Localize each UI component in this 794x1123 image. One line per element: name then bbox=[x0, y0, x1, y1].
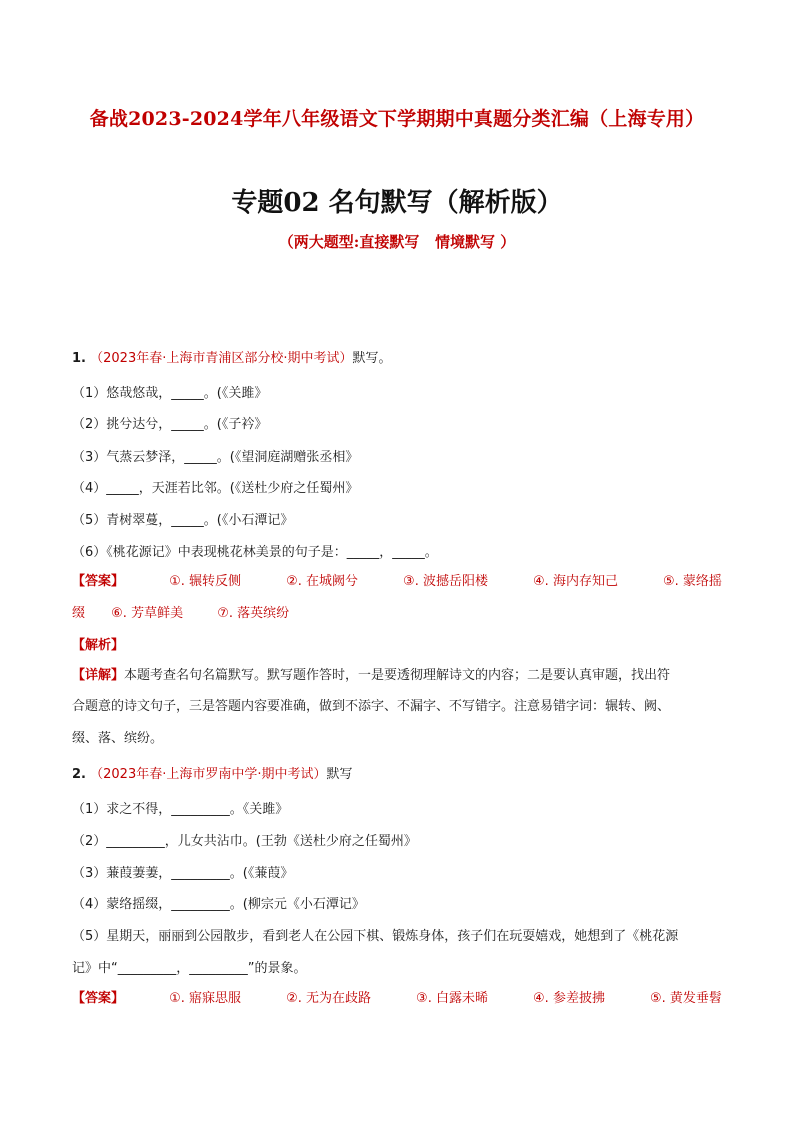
question-1-item-1: （1）悠哉悠哉，_____。(《关雎》 bbox=[72, 386, 268, 401]
detail-tag: 【详解】 bbox=[72, 668, 125, 683]
page-title: 专题02 名句默写（解析版） bbox=[231, 188, 563, 218]
answer-item: ⑥. 芳草鲜美 bbox=[111, 606, 184, 621]
answer-tag: 【答案】 bbox=[72, 574, 125, 589]
question-1-answers bbox=[72, 573, 722, 591]
answer-item: ①. 辗转反侧 bbox=[169, 574, 241, 589]
question-prompt: 默写 bbox=[326, 767, 353, 782]
question-1-item-4: （4）_____，天涯若比邻。(《送杜少府之任蜀州》 bbox=[72, 481, 359, 496]
subtitle: （两大题型:直接默写 情境默写 ） bbox=[278, 233, 516, 251]
question-1-item-5: （5）青树翠蔓，_____。(《小石潭记》 bbox=[72, 513, 294, 528]
answer-item: ④. 参差披拂 bbox=[533, 991, 605, 1006]
question-2-item-4: （4）蒙络摇缀，_________。(柳宗元《小石潭记》 bbox=[72, 897, 365, 912]
question-2-answers bbox=[72, 990, 722, 1008]
answer-item: ④. 海内存知己 bbox=[533, 574, 618, 589]
question-number: 2. bbox=[72, 767, 86, 782]
question-2-item-3: （3）蒹葭萋萋，_________。(《蒹葭》 bbox=[72, 866, 294, 881]
analysis-tag: 【解析】 bbox=[72, 638, 125, 653]
detail-line-3: 缀、落、缤纷。 bbox=[72, 731, 164, 746]
question-2-header bbox=[72, 766, 353, 784]
answer-item: ⑦. 落英缤纷 bbox=[217, 606, 290, 621]
answer-item: 缀 bbox=[72, 606, 86, 621]
series-title: 备战2023-2024学年八年级语文下学期期中真题分类汇编（上海专用） bbox=[89, 108, 705, 130]
question-2-item-5-continued: 记》中“_________，_________”的景象。 bbox=[72, 961, 307, 976]
answer-item: ②. 无为在歧路 bbox=[286, 991, 371, 1006]
answer-item: ⑤. 黄发垂髫 bbox=[650, 991, 722, 1006]
answer-item: ⑤. 蒙络摇 bbox=[663, 574, 722, 589]
question-1-item-3: （3）气蒸云梦泽，_____。(《望洞庭湖赠张丞相》 bbox=[72, 450, 359, 465]
detail-text: 本题考查名句名篇默写。默写题作答时，一是要透彻理解诗文的内容；二是要认真审题，找出符 bbox=[124, 668, 671, 683]
analysis-heading bbox=[72, 637, 124, 655]
answer-item: ②. 在城阙兮 bbox=[286, 574, 358, 589]
question-1-item-2: （2）挑兮达兮，_____。(《子衿》 bbox=[72, 417, 268, 432]
question-1-header bbox=[72, 350, 392, 368]
answer-item: ③. 波撼岳阳楼 bbox=[403, 574, 488, 589]
question-1-answers-continued bbox=[72, 605, 289, 623]
question-2-item-2: （2）_________，儿女共沾巾。(王勃《送杜少府之任蜀州》 bbox=[72, 834, 417, 849]
answer-item: ③. 白露未晞 bbox=[416, 991, 488, 1006]
question-number: 1. bbox=[72, 351, 86, 366]
question-2-item-1: （1）求之不得，_________。《关雎》 bbox=[72, 802, 289, 817]
detail-line-2: 合题意的诗文句子，三是答题内容要准确，做到不添字、不漏字、不写错字。注意易错字词：辗转、阙、 bbox=[72, 699, 671, 714]
question-prompt: 默写。 bbox=[352, 351, 392, 366]
question-source: （2023年春·上海市青浦区部分校·期中考试） bbox=[90, 351, 353, 366]
question-1-item-6: （6）《桃花源记》中表现桃花林美景的句子是：_____，_____。 bbox=[72, 545, 438, 560]
answer-tag: 【答案】 bbox=[72, 991, 125, 1006]
detail-line-1 bbox=[72, 667, 670, 685]
question-2-item-5: （5）星期天，丽丽到公园散步，看到老人在公园下棋、锻炼身体，孩子们在玩耍嬉戏，她想到了《桃花源 bbox=[72, 929, 679, 944]
question-source: （2023年春·上海市罗南中学·期中考试） bbox=[90, 767, 327, 782]
answer-item: ①. 寤寐思服 bbox=[169, 991, 241, 1006]
